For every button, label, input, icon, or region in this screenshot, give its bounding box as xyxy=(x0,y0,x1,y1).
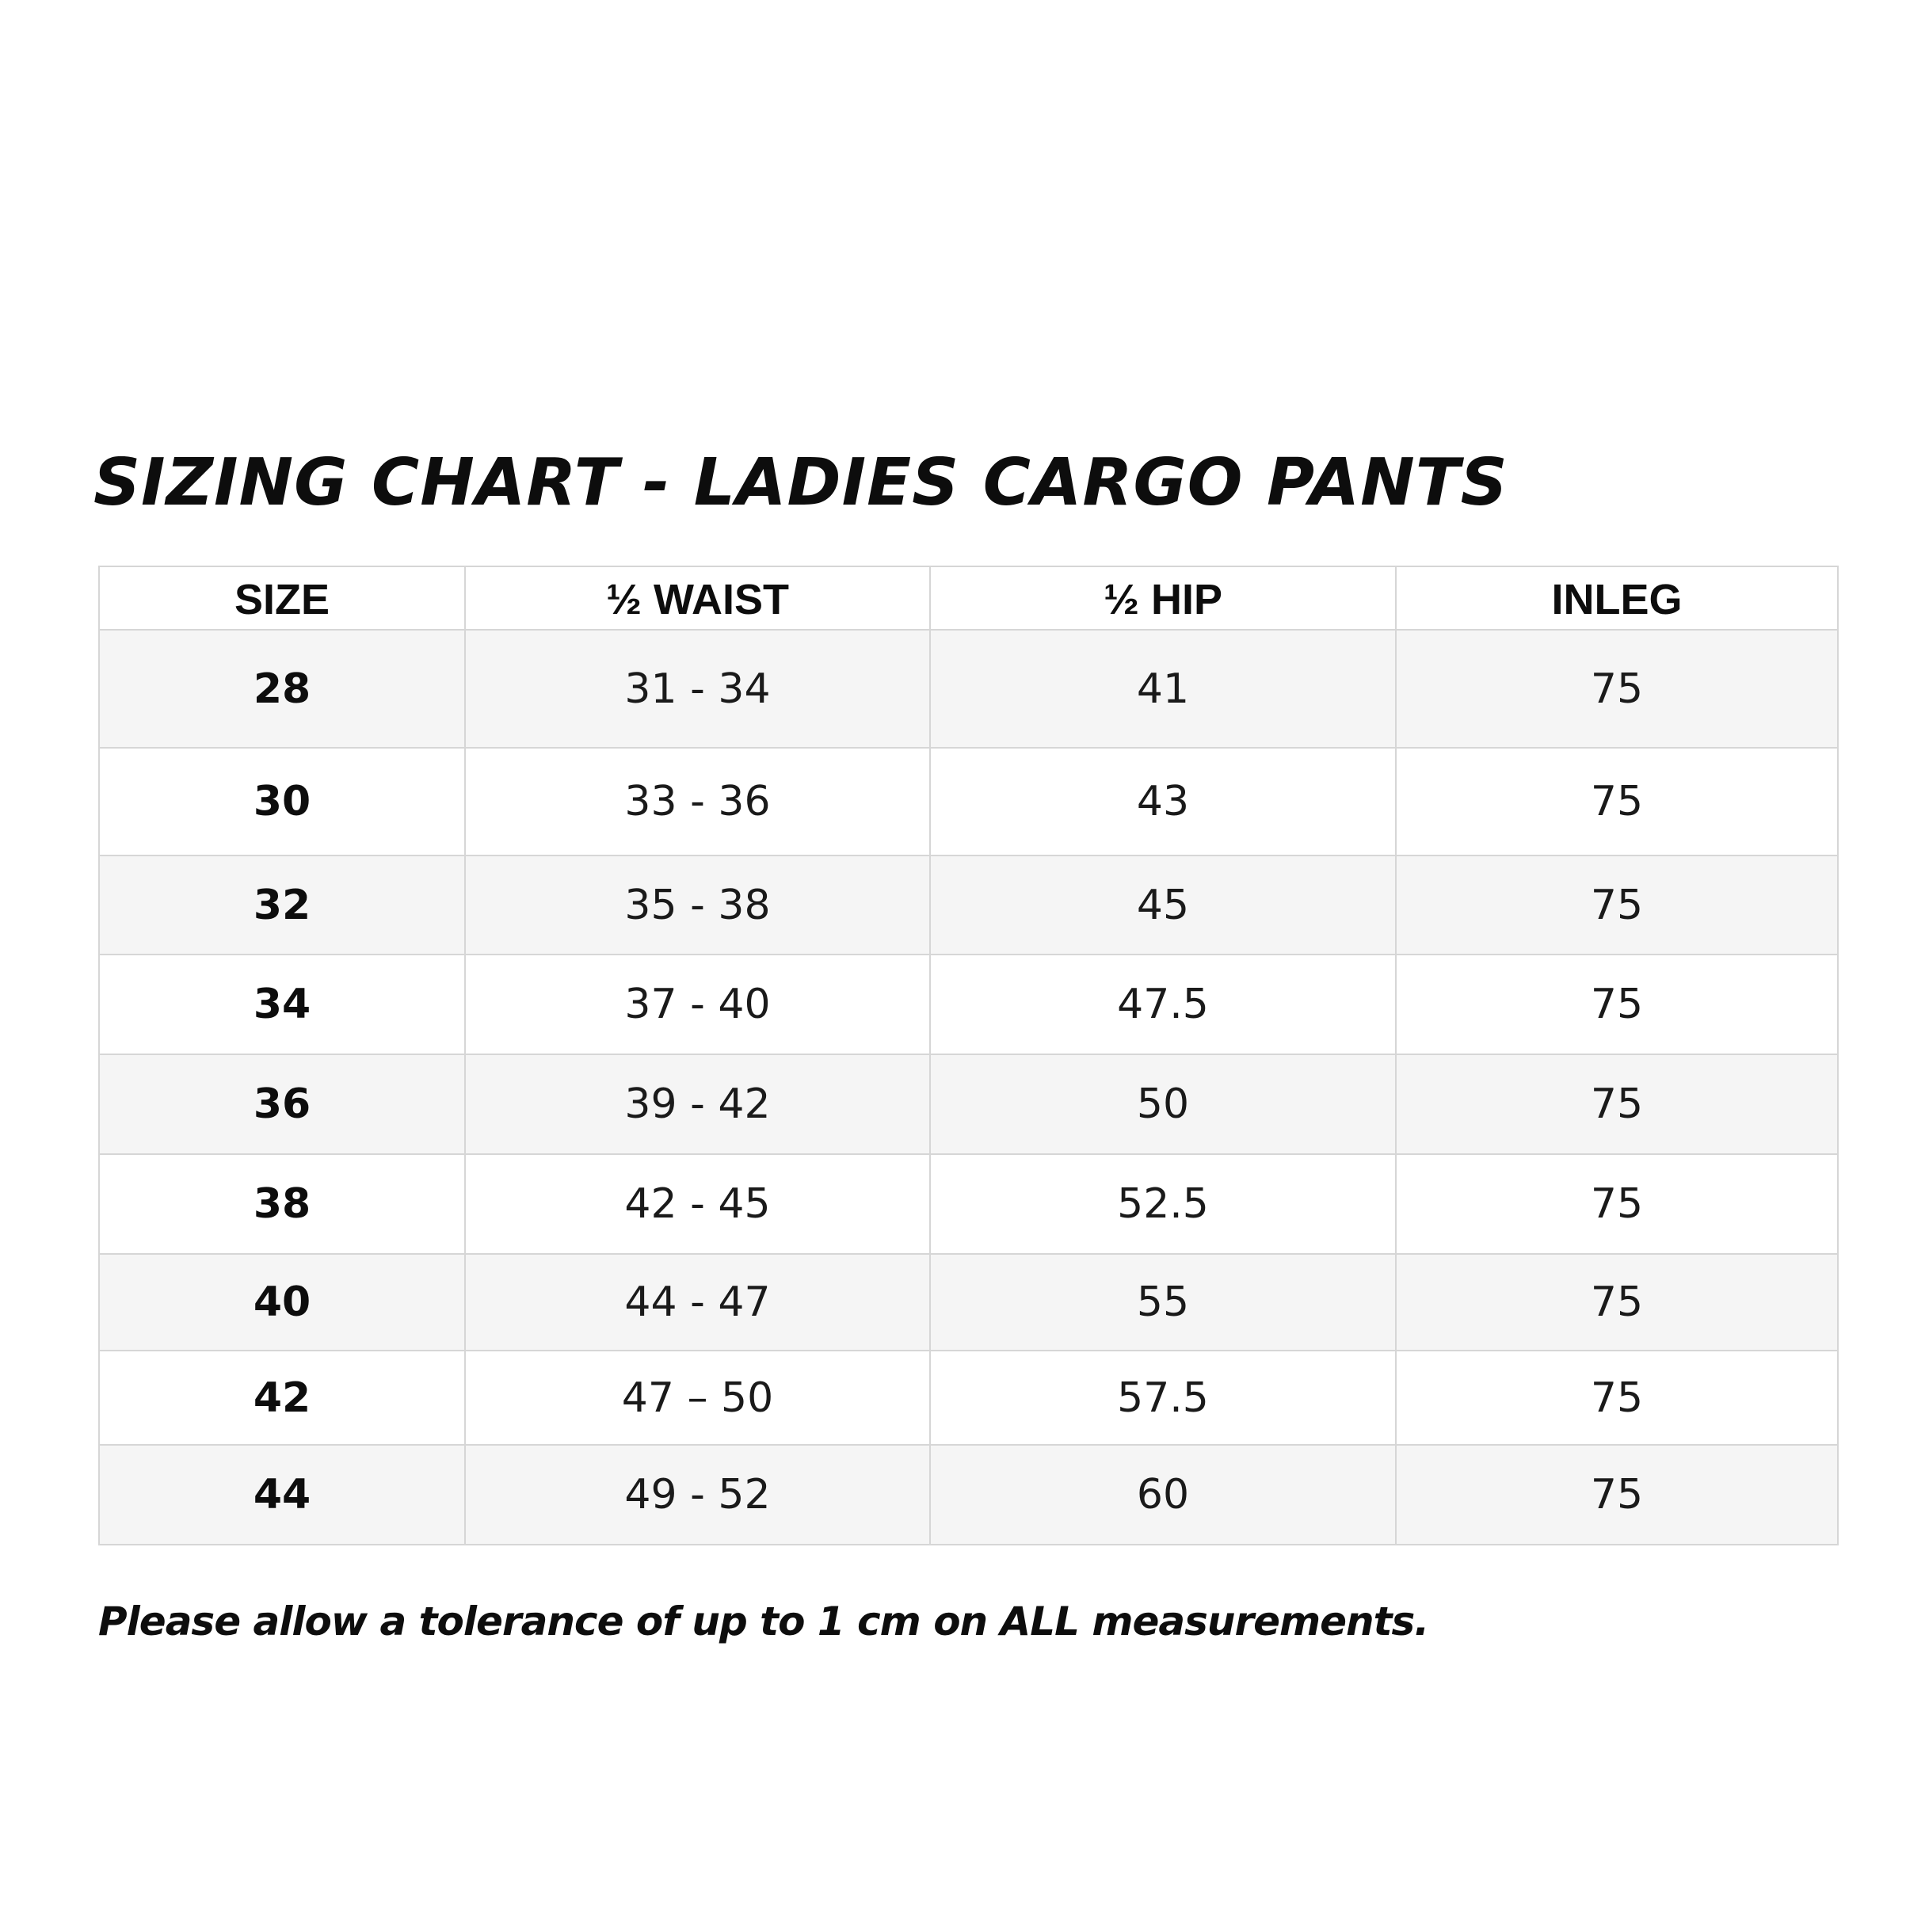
header-size: SIZE xyxy=(99,566,465,630)
half-waist-cell: 37 - 40 xyxy=(465,955,930,1054)
table-row xyxy=(99,748,1838,855)
inleg-cell: 75 xyxy=(1396,1445,1838,1545)
table-row xyxy=(99,630,1838,748)
table-row xyxy=(99,855,1838,955)
table-row xyxy=(99,1054,1838,1154)
inleg-cell: 75 xyxy=(1396,855,1838,955)
inleg-cell: 75 xyxy=(1396,1351,1838,1445)
half-hip-cell: 43 xyxy=(930,748,1396,855)
half-waist-cell: 39 - 42 xyxy=(465,1054,930,1154)
half-hip-cell: 41 xyxy=(930,630,1396,748)
size-cell: 36 xyxy=(99,1054,465,1154)
half-waist-cell: 35 - 38 xyxy=(465,855,930,955)
page-title: SIZING CHART - LADIES CARGO PANTS xyxy=(93,445,1508,520)
sizing-table xyxy=(98,566,1839,1545)
inleg-cell: 75 xyxy=(1396,630,1838,748)
half-hip-cell: 45 xyxy=(930,855,1396,955)
table-row xyxy=(99,1154,1838,1254)
header-half-waist: ½ WAIST xyxy=(465,566,930,630)
size-cell: 44 xyxy=(99,1445,465,1545)
inleg-cell: 75 xyxy=(1396,1054,1838,1154)
size-cell: 28 xyxy=(99,630,465,748)
inleg-cell: 75 xyxy=(1396,1154,1838,1254)
half-hip-cell: 52.5 xyxy=(930,1154,1396,1254)
half-waist-cell: 49 - 52 xyxy=(465,1445,930,1545)
table-row xyxy=(99,1254,1838,1351)
half-waist-cell: 47 – 50 xyxy=(465,1351,930,1445)
half-hip-cell: 57.5 xyxy=(930,1351,1396,1445)
size-cell: 30 xyxy=(99,748,465,855)
half-hip-cell: 60 xyxy=(930,1445,1396,1545)
table-row xyxy=(99,1351,1838,1445)
size-cell: 42 xyxy=(99,1351,465,1445)
inleg-cell: 75 xyxy=(1396,955,1838,1054)
size-cell: 40 xyxy=(99,1254,465,1351)
inleg-cell: 75 xyxy=(1396,1254,1838,1351)
half-waist-cell: 44 - 47 xyxy=(465,1254,930,1351)
half-hip-cell: 47.5 xyxy=(930,955,1396,1054)
half-waist-cell: 31 - 34 xyxy=(465,630,930,748)
header-half-hip: ½ HIP xyxy=(930,566,1396,630)
half-waist-cell: 33 - 36 xyxy=(465,748,930,855)
header-inleg: INLEG xyxy=(1396,566,1838,630)
table-header-row xyxy=(99,566,1838,630)
half-hip-cell: 55 xyxy=(930,1254,1396,1351)
size-cell: 34 xyxy=(99,955,465,1054)
half-hip-cell: 50 xyxy=(930,1054,1396,1154)
table-row xyxy=(99,955,1838,1054)
half-waist-cell: 42 - 45 xyxy=(465,1154,930,1254)
tolerance-note: Please allow a tolerance of up to 1 cm on ALL measurements. xyxy=(98,1599,1429,1644)
size-cell: 32 xyxy=(99,855,465,955)
size-cell: 38 xyxy=(99,1154,465,1254)
table-row xyxy=(99,1445,1838,1545)
inleg-cell: 75 xyxy=(1396,748,1838,855)
